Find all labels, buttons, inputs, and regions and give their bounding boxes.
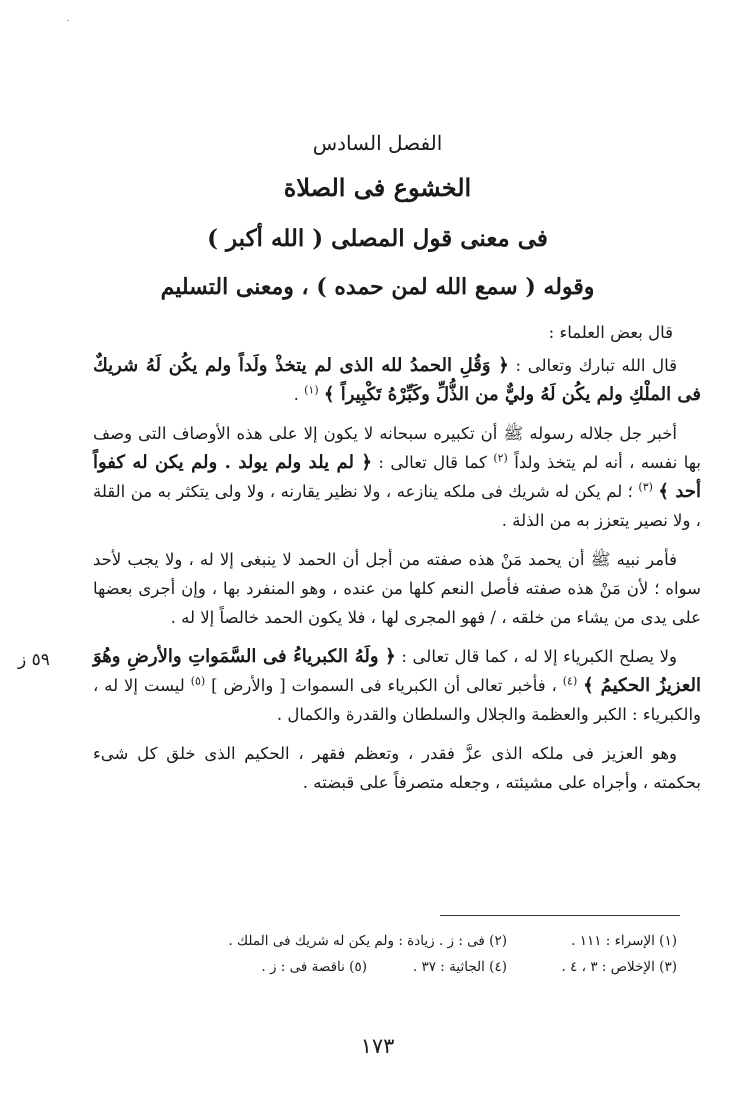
footnote-5: (٥) ناقصة فى : ز . bbox=[261, 959, 367, 975]
p1-lead: قال الله تبارك وتعالى : bbox=[515, 356, 678, 375]
footnote-row bbox=[155, 928, 677, 954]
section-subtitle-1: فى معنى قول المصلى ( الله أكبر ) bbox=[207, 225, 548, 252]
corner-mark: · bbox=[66, 16, 70, 27]
intro-line: قال بعض العلماء : bbox=[548, 323, 673, 342]
footnote-1: (١) الإسراء : ١١١ . bbox=[571, 933, 677, 949]
footnote-4: (٤) الجاثية : ٣٧ . bbox=[412, 959, 507, 975]
paragraph-4 bbox=[93, 642, 701, 729]
footnote-rule bbox=[440, 915, 680, 916]
footnote-ref-1: (١) bbox=[304, 383, 319, 397]
footnote-ref-5: (٥) bbox=[190, 674, 206, 688]
paragraph-1 bbox=[93, 351, 701, 409]
footnote-ref-3: (٣) bbox=[638, 480, 653, 494]
p4-text-a: ولا يصلح الكبرياء إلا له ، كما قال تعالى : bbox=[401, 647, 678, 666]
paragraph-2 bbox=[93, 419, 701, 535]
section-title: الخشوع فى الصلاة bbox=[283, 173, 472, 202]
footnotes bbox=[155, 928, 677, 980]
footnote-3: (٣) الإخلاص : ٣ ، ٤ . bbox=[561, 959, 677, 975]
p2-text-c: ؛ لم يكن له شريك فى ملكه ينازعه ، ولا نظير يقارنه ، ولا ولى يتكثر به من القلة ، ولا نصير يتعزز به من الذلة . bbox=[93, 482, 701, 530]
footnote-2: (٢) فى : ز . زيادة : ولم يكن له شريك فى الملك . bbox=[228, 933, 507, 949]
paragraph-5: وهو العزيز فى ملكه الذى عزَّ فقدر ، وتعظم فقهر ، الحكيم الذى خلق كل شىء بحكمته ، وأجراه على مشيئته ، وجعله متصرفاً على قبضته . bbox=[93, 744, 701, 792]
p2-text-a: أخبر جل جلاله رسوله ﷺ أن تكبيره سبحانه لا يكون إلا على هذه الأوصاف التى وصف بها نفسه ، أنه لم يتخذ ولداً bbox=[93, 424, 701, 472]
p4-text-c: ليست إلا له ، والكبرياء : الكبر والعظمة والجلال والسلطان والقدرة والكمال . bbox=[93, 676, 701, 724]
body-text bbox=[93, 318, 701, 797]
paragraph-3: فأمر نبيه ﷺ أن يحمد مَنْ هذه صفته من أجل أن الحمد لا ينبغى إلا له ، ولا يجب لأحد سواه ؛ لأن مَنْ هذه صفته فأصل النعم كلها من عنده ، وهو المنفرد بها ، وإن أجرى بعضها على يدى من يشاء من خلقه ، / فهو المجرى لها ، فلا يكون الحمد خالصاً إلا له . bbox=[93, 550, 701, 627]
quran-quote-1: ﴿ وَقُلِ الحمدُ لله الذى لم يتخذْ ولَداً ولم يكُن لَهُ شريكٌ فى الملْكِ ولم يكُن لَهُ وليٌّ من الذُّلِّ وكَبِّرْهُ تَكْبِيراً ﴾ bbox=[93, 355, 701, 405]
footnote-ref-4: (٤) bbox=[562, 674, 578, 688]
p4-text-b: ، فأخبر تعالى أن الكبرياء فى السموات [ والأرض ] bbox=[211, 676, 557, 695]
manuscript-margin-note: ٥٩ ز bbox=[18, 650, 50, 670]
quran-quote-2: ﴿ لم يلد ولم يولد . ولم يكن له كفواً أحد ﴾ bbox=[93, 452, 701, 502]
section-subtitle-2: وقوله ( سمع الله لمن حمده ) ، ومعنى التسليم bbox=[160, 274, 595, 300]
p1-end: . bbox=[293, 385, 299, 404]
chapter-heading: الفصل السادس bbox=[312, 131, 443, 155]
footnote-ref-2: (٢) bbox=[493, 451, 508, 465]
quran-quote-3: ﴿ ولَهُ الكبرياءُ فى السَّمَواتِ والأرضِ وهُوَ العزيزُ الحكيمُ ﴾ bbox=[93, 646, 702, 696]
footnote-row bbox=[155, 954, 677, 980]
p2-text-b: كما قال تعالى : bbox=[378, 453, 487, 472]
page-number: ١٧٣ bbox=[360, 1034, 395, 1058]
